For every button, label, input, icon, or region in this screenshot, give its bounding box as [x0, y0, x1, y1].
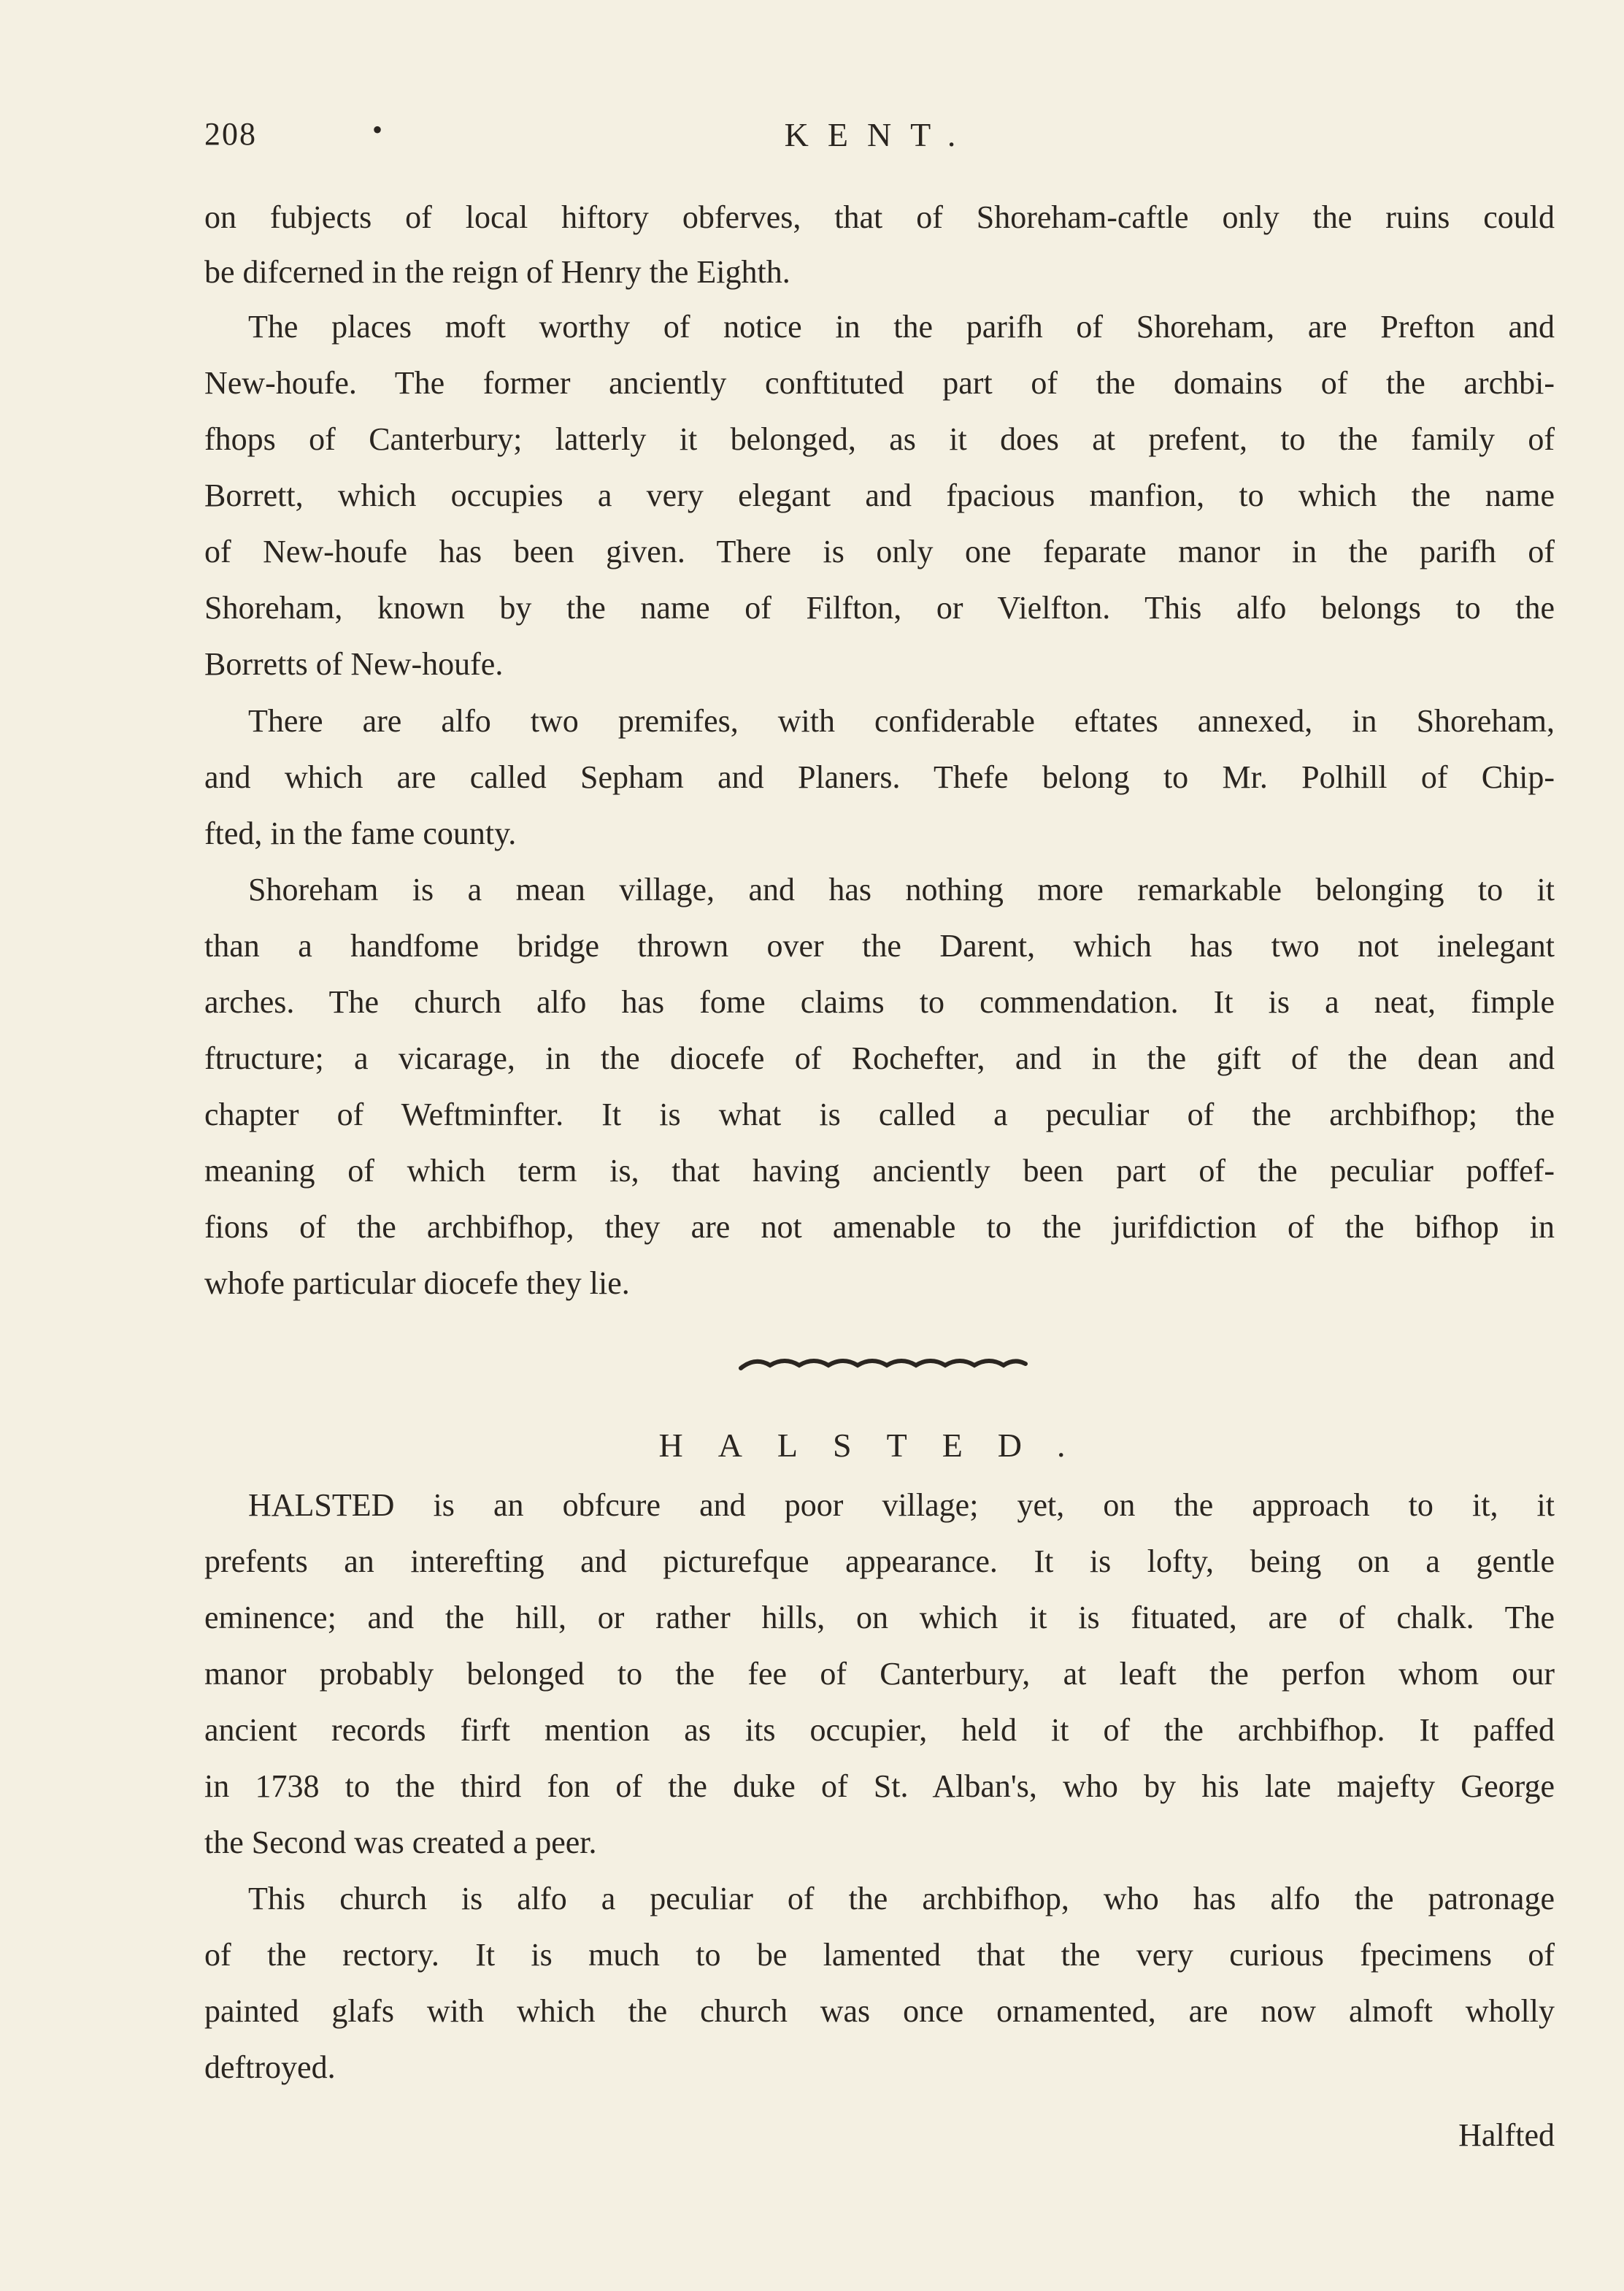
- text-line: manor probably belonged to the fee of Canterbury, at leaft the perfon whom our: [204, 1656, 1555, 1692]
- text-line: eminence; and the hill, or rather hills, on which it is fituated, are of chalk. The: [204, 1600, 1555, 1635]
- text-line: fions of the archbifhop, they are not amenable to the jurifdiction of the bifhop in: [204, 1209, 1555, 1245]
- text-line: This church is alfo a peculiar of the archbifhop, who has alfo the patronage: [248, 1881, 1555, 1916]
- text-line: be difcerned in the reign of Henry the Eighth.: [204, 254, 790, 290]
- text-line: painted glafs with which the church was once ornamented, are now almoft wholly: [204, 1993, 1555, 2029]
- text-line: ancient records firft mention as its occupier, held it of the archbifhop. It paffed: [204, 1712, 1555, 1748]
- running-title: KENT.: [784, 116, 975, 153]
- text-line: whofe particular diocefe they lie.: [204, 1265, 630, 1301]
- text-line: fted, in the fame county.: [204, 816, 517, 851]
- text-line: the Second was created a peer.: [204, 1824, 597, 1860]
- text-line: There are alfo two premifes, with confiderable eftates annexed, in Shoreham,: [248, 703, 1555, 739]
- page-header: [204, 115, 1555, 159]
- text-line: ftructure; a vicarage, in the diocefe of Rochefter, and in the gift of the dean and: [204, 1040, 1555, 1076]
- text-line: of New-houfe has been given. There is only one feparate manor in the parifh of: [204, 534, 1555, 569]
- text-line: New-houfe. The former anciently conftituted part of the domains of the archbi-: [204, 365, 1555, 401]
- text-line: chapter of Weftminfter. It is what is called a peculiar of the archbifhop; the: [204, 1097, 1555, 1132]
- page-number: 208: [204, 116, 257, 152]
- text-line: HALSTED is an obfcure and poor village; yet, on the approach to it, it: [248, 1487, 1555, 1523]
- text-line: on fubjects of local hiftory obferves, that of Shoreham-caftle only the ruins could: [204, 199, 1555, 235]
- text-line: deftroyed.: [204, 2049, 336, 2085]
- text-line: and which are called Sepham and Planers. Thefe belong to Mr. Polhill of Chip-: [204, 759, 1555, 795]
- text-line: Borrett, which occupies a very elegant and fpacious manfion, to which the name: [204, 477, 1555, 513]
- text-line: Shoreham, known by the name of Filfton, or Vielfton. This alfo belongs to the: [204, 590, 1555, 626]
- section-heading: HALSTED.: [658, 1427, 1101, 1464]
- text-line: arches. The church alfo has fome claims to commendation. It is a neat, fimple: [204, 984, 1555, 1020]
- header-mark: •: [372, 113, 385, 146]
- text-line: Shoreham is a mean village, and has nothing more remarkable belonging to it: [248, 872, 1555, 907]
- text-line: prefents an interefting and picturefque appearance. It is lofty, being on a gentle: [204, 1543, 1555, 1579]
- ornament-divider: [737, 1355, 1029, 1377]
- text-line: Borretts of New-houfe.: [204, 646, 504, 682]
- text-line: meaning of which term is, that having anciently been part of the peculiar poffef-: [204, 1153, 1555, 1189]
- catchword: Halfted: [1458, 2117, 1555, 2153]
- text-line: than a handfome bridge thrown over the Darent, which has two not inelegant: [204, 928, 1555, 964]
- text-line: of the rectory. It is much to be lamented that the very curious fpecimens of: [204, 1937, 1555, 1973]
- text-line: in 1738 to the third fon of the duke of St. Alban's, who by his late majefty George: [204, 1768, 1555, 1804]
- text-line: The places moft worthy of notice in the parifh of Shoreham, are Prefton and: [248, 309, 1555, 345]
- text-line: fhops of Canterbury; latterly it belonged, as it does at prefent, to the family of: [204, 421, 1555, 457]
